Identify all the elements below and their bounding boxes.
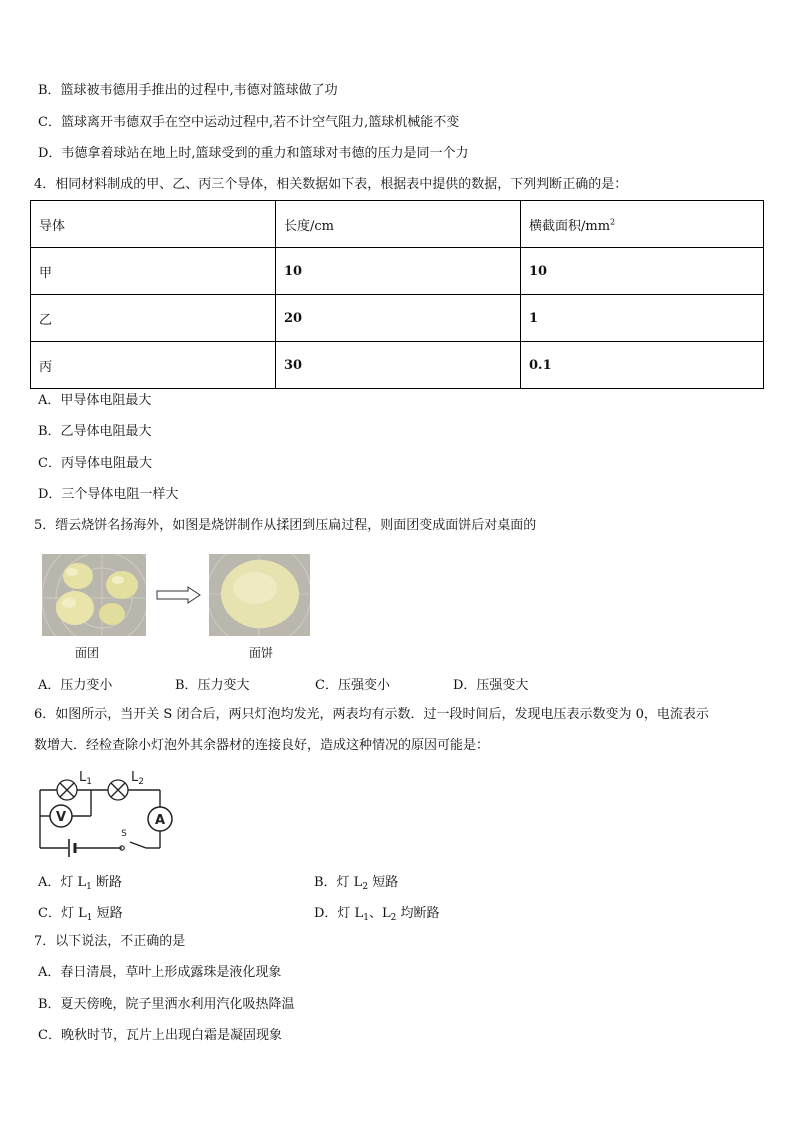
dough-balls-photo (42, 554, 146, 636)
q6-stem-line1: 6．如图所示，当开关 S 闭合后，两只灯泡均发光，两表均有示数．过一段时间后，发现电压表示数变为 0，电流表示 (34, 707, 709, 722)
flat-dough-photo (209, 554, 310, 636)
q7-option-b: B．夏天傍晚，院子里洒水利用汽化吸热降温 (38, 997, 295, 1012)
table-cell: 10 (521, 248, 764, 295)
arrow-right-icon (156, 586, 202, 604)
table-header-row (31, 201, 764, 248)
battery-icon (69, 839, 75, 857)
q6-option-a: A．灯 $L_1$ 断路 (38, 875, 123, 892)
q7-stem: 7．以下说法，不正确的是 (34, 934, 186, 949)
label-l2: $L_2$ (131, 770, 144, 787)
caption-flat-cake: 面饼 (249, 646, 274, 660)
q6-stem-line2: 数增大．经检查除小灯泡外其余器材的连接良好，造成这种情况的原因可能是： (34, 738, 490, 753)
table-cell: 30 (276, 342, 521, 389)
q4-conductor-table (30, 200, 764, 389)
ammeter-icon (148, 807, 172, 831)
q6-option-b: B．灯 $L_2$ 短路 (314, 875, 399, 892)
table-header-cell: 导体 (31, 201, 276, 248)
caption-dough-ball: 面团 (75, 646, 100, 660)
table-header-cell: 横截面积$/mm^2$ (521, 201, 764, 248)
q6-option-d: D．灯 $L_1$、$L_2$ 均断路 (314, 906, 440, 923)
q3-option-d: D．韦德拿着球站在地上时,篮球受到的重力和篮球对韦德的压力是同一个力 (38, 146, 469, 161)
table-row (31, 342, 764, 389)
table-row (31, 295, 764, 342)
q7-option-a: A．春日清晨，草叶上形成露珠是液化现象 (38, 965, 282, 980)
q7-option-c: C．晚秋时节，瓦片上出现白霜是凝固现象 (38, 1028, 282, 1043)
table-header-cell: 长度/cm (276, 201, 521, 248)
table-cell: 乙 (31, 295, 276, 342)
svg-text:S: S (121, 829, 127, 839)
q3-option-b: B．篮球被韦德用手推出的过程中,韦德对篮球做了功 (38, 83, 338, 98)
table-row (31, 248, 764, 295)
q5-option-d: D．压强变大 (453, 678, 529, 693)
table-cell: 0.1 (521, 342, 764, 389)
table-cell: 20 (276, 295, 521, 342)
table-cell: 10 (276, 248, 521, 295)
q4-option-d: D．三个导体电阻一样大 (38, 487, 179, 502)
q5-stem: 5．缙云烧饼名扬海外，如图是烧饼制作从揉团到压扁过程，则面团变成面饼后对桌面的 (34, 518, 537, 533)
lamp-l1-icon (57, 780, 77, 800)
table-cell: 丙 (31, 342, 276, 389)
q4-option-b: B．乙导体电阻最大 (38, 424, 152, 439)
q5-option-a: A．压力变小 (38, 678, 113, 693)
q4-option-c: C．丙导体电阻最大 (38, 456, 152, 471)
voltmeter-icon (50, 805, 72, 827)
q4-stem: 4．相同材料制成的甲、乙、丙三个导体，相关数据如下表，根据表中提供的数据，下列判断正确的是： (34, 177, 628, 192)
switch-icon (118, 829, 127, 850)
q6-option-c: C．灯 $L_1$ 短路 (38, 906, 123, 923)
q4-option-a: A．甲导体电阻最大 (38, 393, 152, 408)
table-cell: 甲 (31, 248, 276, 295)
lamp-l2-icon (108, 780, 128, 800)
label-l1: $L_1$ (79, 770, 92, 787)
svg-text:A: A (154, 813, 166, 828)
svg-text:V: V (55, 810, 67, 825)
q5-option-c: C．压强变小 (315, 678, 390, 693)
table-cell: 1 (521, 295, 764, 342)
circuit-diagram (34, 768, 178, 860)
q5-option-b: B．压力变大 (175, 678, 250, 693)
q3-option-c: C．篮球离开韦德双手在空中运动过程中,若不计空气阻力,篮球机械能不变 (38, 115, 460, 130)
